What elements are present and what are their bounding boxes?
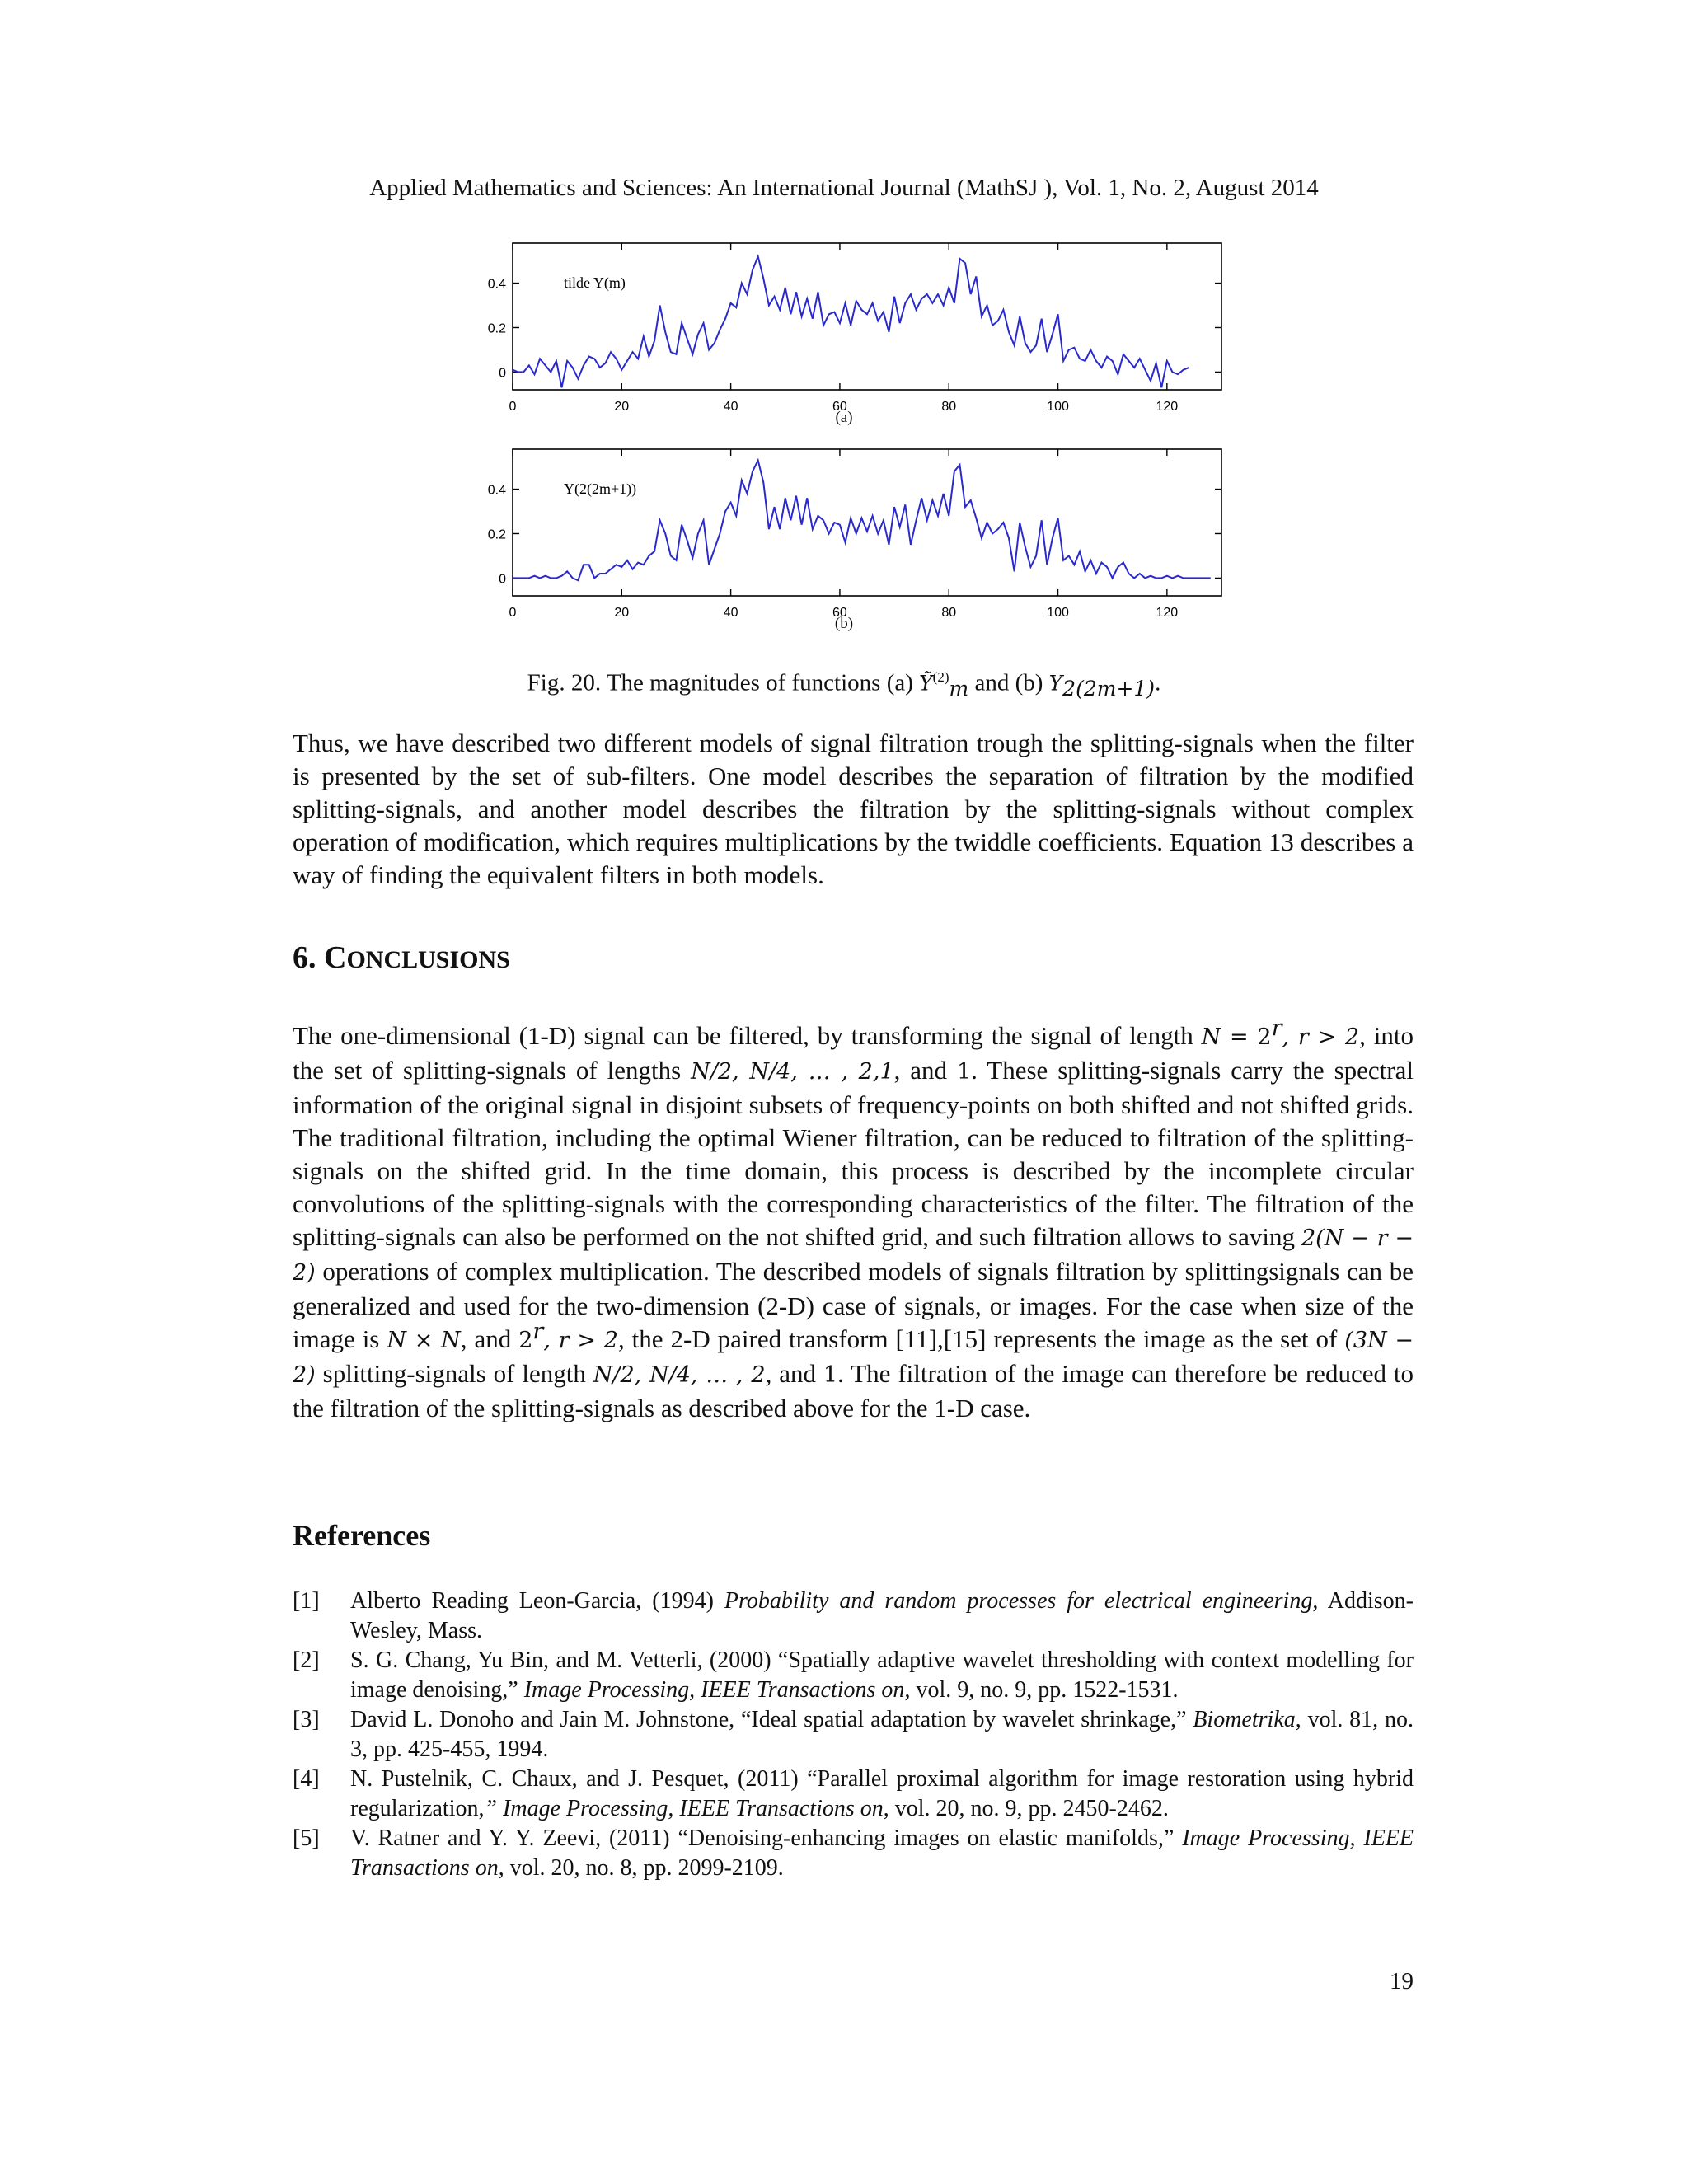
reference-authors: Alberto Reading Leon-Garcia, (1994) [350, 1588, 724, 1614]
caption-sym-b: Y [1048, 671, 1063, 696]
x-tick-label: 20 [614, 400, 630, 414]
x-tick-label: 40 [723, 400, 738, 414]
reference-number: [5] [293, 1825, 320, 1851]
section-number: 6. [293, 940, 324, 975]
x-tick-label: 120 [1156, 400, 1179, 414]
conclusion-text-1: The one-dimensional (1-D) signal can be filtered, by transforming the signal of length [293, 1021, 1202, 1050]
y-tick-label: 0.4 [487, 277, 506, 292]
x-tick-label: 0 [509, 606, 517, 620]
reference-number: [1] [293, 1588, 320, 1614]
reference-number: [3] [293, 1707, 320, 1732]
section-title-rest: ONCLUSIONS [346, 946, 510, 973]
math-nxn: N × N [387, 1328, 461, 1353]
math-3n-2: (3N − 2) [293, 1328, 1414, 1388]
series-label: tilde Y(m) [564, 274, 626, 291]
conclusion-text-4: . These splitting-signals carry the spectral information of the original signal in disjoint subsets of frequency-points on both shifted and not shifted grids. The traditional filtration, including the optimal Wiener filtration, can be reduced to filtration of the splitting-signals on the shifted grid. In the time domain, this process is described by the incomplete circular convolutions of the splitting-signals with the corresponding characteristics of the filter. The filtration of the splitting-signals can also be performed on the not shifted grid, and such filtration allows to saving [293, 1056, 1414, 1251]
x-tick-label: 120 [1156, 606, 1179, 620]
math-r-exp-2: r [532, 1318, 544, 1344]
x-tick-label: 40 [723, 606, 738, 620]
x-tick-label: 100 [1047, 400, 1069, 414]
series-label: Y(2(2m+1)) [564, 480, 637, 497]
math-lengths-2: N/2, N/4, … , 2 [593, 1362, 766, 1388]
conclusion-text-10: . The filtration of the image can therefore be reduced to the filtration of the splitting-signals as described above for the 1-D case. [293, 1359, 1414, 1422]
reference-details: , Addison-Wesley, Mass. [350, 1588, 1414, 1643]
reference-item [293, 1646, 1414, 1705]
reference-details: , vol. 20, no. 9, pp. 2450-2462. [883, 1796, 1169, 1821]
math-r-gt-2: , r > 2 [1282, 1024, 1360, 1050]
reference-source: Biometrika [1193, 1707, 1296, 1732]
paragraph-summary: Thus, we have described two different models of signal filtration trough the splitting-signals when the filter is presented by the set of sub-filters. One model describes the separation of filtration by the modified splitting-signals, and another model describes the filtration by the splitting-signals without complex operation of modification, which requires multiplications by the twiddle coefficients. Equation 13 describes a way of finding the equivalent filters in both models. [293, 729, 1414, 889]
x-tick-label: 20 [614, 606, 630, 620]
y-tick-label: 0 [499, 572, 506, 587]
math-ops-count: 2(N − r − 2) [293, 1226, 1414, 1286]
references-heading: References [293, 1519, 431, 1552]
math-n: N [1201, 1024, 1221, 1050]
math-two: 2 [518, 1328, 533, 1353]
reference-item [293, 1765, 1414, 1824]
x-tick-label: 60 [832, 400, 847, 414]
math-eq-2: = 2 [1221, 1024, 1272, 1050]
section-first-letter: C [324, 940, 347, 975]
reference-number: [4] [293, 1766, 320, 1792]
reference-authors: S. G. Chang, Yu Bin, and M. Vetterli, (2000) “Spatially adaptive wavelet thresholding with context modelling for image denoising,” [350, 1647, 1414, 1703]
x-tick-label: 100 [1047, 606, 1069, 620]
x-tick-label: 60 [832, 606, 847, 620]
reference-text [350, 1824, 1414, 1883]
reference-authors: David L. Donoho and Jain M. Johnstone, “Ideal spatial adaptation by wavelet shrinkage,” [350, 1707, 1193, 1732]
math-lengths: N/2, N/4, … , 2,1 [691, 1059, 894, 1085]
x-tick-label: 80 [941, 606, 957, 620]
math-one-b: 1 [823, 1362, 838, 1388]
y-tick-label: 0.2 [487, 321, 506, 336]
reference-source: ” Image Processing, IEEE Transactions on [484, 1796, 884, 1821]
caption-prefix: Fig. 20. The magnitudes of functions (a) [527, 669, 920, 696]
reference-source: Probability and random processes for electrical engineering [724, 1588, 1313, 1614]
plot-a-sublabel: (a) [835, 409, 853, 426]
reference-details: , vol. 9, no. 9, pp. 1522-1531. [904, 1677, 1179, 1703]
conclusion-text-6: , and [460, 1324, 519, 1353]
caption-sym-a: Ỹ [919, 671, 933, 696]
reference-text [350, 1586, 1414, 1646]
x-tick-label: 80 [941, 400, 957, 414]
reference-item [293, 1586, 1414, 1646]
running-header: Applied Mathematics and Sciences: An International Journal (MathSJ ), Vol. 1, No. 2, August 2014 [369, 175, 1319, 201]
reference-authors: N. Pustelnik, C. Chaux, and J. Pesquet, (2011) “Parallel proximal algorithm for image restoration using hybrid regularization, [350, 1766, 1414, 1821]
reference-text [350, 1646, 1414, 1705]
reference-authors: V. Ratner and Y. Y. Zeevi, (2011) “Denoising-enhancing images on elastic manifolds,” [350, 1825, 1183, 1851]
reference-details: , vol. 20, no. 8, pp. 2099-2109. [498, 1855, 784, 1881]
reference-item [293, 1824, 1414, 1883]
x-tick-label: 0 [509, 400, 517, 414]
y-tick-label: 0.4 [487, 483, 506, 498]
reference-list [293, 1586, 1414, 1883]
math-r-exp: r [1271, 1015, 1282, 1041]
reference-number: [2] [293, 1647, 320, 1673]
caption-mid: and (b) [968, 669, 1049, 696]
conclusion-text-7: , the 2-D paired transform [11],[15] represents the image as the set of [617, 1324, 1345, 1353]
conclusion-text-8: splitting-signals of length [315, 1359, 593, 1388]
math-one: 1 [956, 1059, 972, 1085]
paragraph-conclusion [293, 1015, 1414, 1425]
y-tick-label: 0.2 [487, 527, 506, 542]
figure-caption [0, 669, 1688, 701]
caption-end: . [1155, 669, 1161, 696]
caption-sub-b: 2(2m+1) [1062, 677, 1156, 701]
plot-b-sublabel: (b) [834, 615, 854, 632]
caption-sup-a: (2) [932, 669, 950, 685]
caption-sub-a: m [949, 677, 969, 701]
reference-text [350, 1765, 1414, 1824]
conclusion-text-2: , into the set of splitting-signals of lengths [293, 1021, 1414, 1085]
page-number: 19 [1390, 1968, 1414, 1994]
conclusion-text-3: , and [893, 1056, 957, 1085]
reference-details: , vol. 81, no. 3, pp. 425-455, 1994. [350, 1707, 1414, 1762]
reference-text [350, 1705, 1414, 1765]
section-heading [293, 940, 510, 976]
y-tick-label: 0 [499, 366, 506, 381]
reference-item [293, 1705, 1414, 1765]
reference-source: Image Processing, IEEE Transactions on [523, 1677, 905, 1703]
conclusion-text-5: operations of complex multiplication. The described models of signals filtration by splittingsignals can be generalized and used for the two-dimension (2-D) case of signals, or images. For the case when size of the image is [293, 1257, 1414, 1353]
math-r-gt-2-b: , r > 2 [543, 1328, 618, 1353]
reference-source: Image Processing, IEEE Transactions on [350, 1825, 1414, 1881]
conclusion-text-9: , and [765, 1359, 823, 1388]
